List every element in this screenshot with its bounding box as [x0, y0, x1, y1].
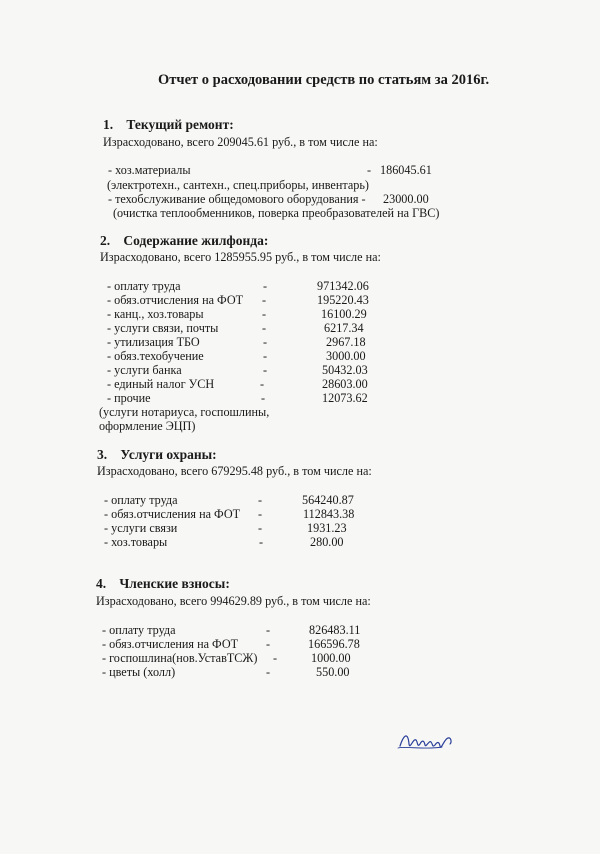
- item-label: - утилизация ТБО: [107, 335, 200, 349]
- item-label: - цветы (холл): [102, 665, 176, 679]
- item-label: - оплату труда: [107, 279, 181, 293]
- item-dash: -: [259, 535, 264, 549]
- item-note: (услуги нотариуса, госпошлины,: [99, 405, 270, 419]
- item-label: - хоз.материалы: [108, 163, 191, 177]
- item-value: 50432.03: [322, 363, 368, 377]
- item-note: (электротехн., сантехн., спец.приборы, инвентарь): [107, 178, 369, 192]
- item-note: (очистка теплообменников, поверка преобразователей на ГВС): [113, 206, 440, 220]
- item-label: - оплату труда: [102, 623, 176, 637]
- item-label: - услуги связи, почты: [107, 321, 219, 335]
- section-2-total: Израсходовано, всего 1285955.95 руб., в том числе на:: [100, 250, 381, 264]
- item-value: 6217.34: [324, 321, 364, 335]
- item-label: - прочие: [107, 391, 151, 405]
- item-value: 195220.43: [317, 293, 369, 307]
- item-dash: -: [266, 665, 271, 679]
- section-3-heading: [97, 447, 217, 463]
- item-dash: -: [263, 349, 268, 363]
- item-label: - госпошлина(нов.УставТСЖ): [102, 651, 258, 665]
- item-dash: -: [260, 377, 265, 391]
- section-number: 1.: [103, 117, 114, 132]
- item-label: - услуги связи: [104, 521, 178, 535]
- item-dash: -: [262, 321, 267, 335]
- item-value: 16100.29: [321, 307, 367, 321]
- item-value: 23000.00: [383, 192, 429, 206]
- item-dash: -: [266, 623, 271, 637]
- item-value: 550.00: [316, 665, 350, 679]
- item-dash: -: [367, 163, 372, 177]
- item-dash: -: [273, 651, 278, 665]
- report-title: Отчет о расходовании средств по статьям за 2016г.: [158, 72, 490, 88]
- item-label: - обяз.отчисления на ФОТ: [102, 637, 239, 651]
- section-number: 4.: [96, 576, 107, 591]
- item-dash: -: [263, 363, 268, 377]
- item-value: 186045.61: [380, 163, 432, 177]
- section-number: 3.: [97, 447, 108, 462]
- section-number: 2.: [100, 233, 111, 248]
- item-value: 28603.00: [322, 377, 368, 391]
- section-title: Услуги охраны:: [120, 447, 217, 462]
- section-1-heading: [103, 117, 234, 133]
- item-dash: -: [263, 335, 268, 349]
- item-dash: -: [262, 293, 267, 307]
- item-dash: -: [258, 493, 263, 507]
- section-title: Содержание жилфонда:: [123, 233, 269, 248]
- item-value: 2967.18: [326, 335, 366, 349]
- item-value: 166596.78: [308, 637, 360, 651]
- item-dash: -: [258, 521, 263, 535]
- item-label: - техобслуживание общедомового оборудования -: [108, 192, 366, 206]
- item-value: 1000.00: [311, 651, 351, 665]
- section-2-heading: [100, 233, 268, 249]
- section-4-total: Израсходовано, всего 994629.89 руб., в том числе на:: [96, 594, 371, 608]
- item-value: 564240.87: [302, 493, 354, 507]
- item-value: 971342.06: [317, 279, 369, 293]
- item-value: 280.00: [310, 535, 344, 549]
- section-1-total: Израсходовано, всего 209045.61 руб., в том числе на:: [103, 135, 378, 149]
- item-label: - услуги банка: [107, 363, 182, 377]
- section-title: Текущий ремонт:: [126, 117, 234, 132]
- item-label: - обяз.отчисления на ФОТ: [107, 293, 244, 307]
- item-value: 3000.00: [326, 349, 366, 363]
- item-value: 826483.11: [309, 623, 361, 637]
- item-dash: -: [263, 279, 268, 293]
- item-note: оформление ЭЦП): [99, 419, 196, 433]
- item-dash: -: [258, 507, 263, 521]
- item-label: - обяз.техобучение: [107, 349, 204, 363]
- item-dash: -: [266, 637, 271, 651]
- section-3-total: Израсходовано, всего 679295.48 руб., в том числе на:: [97, 464, 372, 478]
- item-dash: -: [261, 391, 266, 405]
- item-value: 12073.62: [322, 391, 368, 405]
- item-dash: -: [262, 307, 267, 321]
- item-label: - обяз.отчисления на ФОТ: [104, 507, 241, 521]
- item-label: - канц., хоз.товары: [107, 307, 204, 321]
- item-label: - оплату труда: [104, 493, 178, 507]
- section-title: Членские взносы:: [119, 576, 230, 591]
- item-value: 1931.23: [307, 521, 347, 535]
- item-value: 112843.38: [303, 507, 355, 521]
- item-label: - единый налог УСН: [107, 377, 215, 391]
- section-4-heading: [96, 576, 230, 592]
- item-label: - хоз.товары: [104, 535, 168, 549]
- signature-image: [396, 726, 456, 754]
